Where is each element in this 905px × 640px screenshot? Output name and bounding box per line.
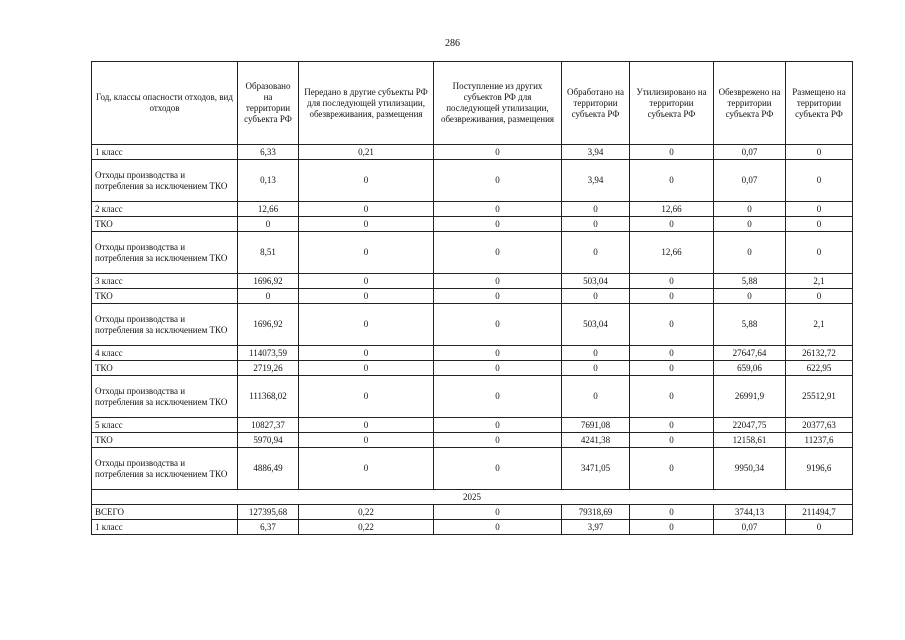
cell-neutralized: 5,88: [714, 274, 786, 289]
cell-generated: 12,66: [238, 202, 299, 217]
row-label: ТКО: [92, 289, 238, 304]
cell-generated: 1696,92: [238, 274, 299, 289]
cell-generated: 0,13: [238, 160, 299, 202]
cell-received: 0: [434, 433, 562, 448]
cell-utilized: 12,66: [630, 232, 714, 274]
row-label: ВСЕГО: [92, 505, 238, 520]
year-label: 2025: [92, 490, 853, 505]
cell-received: 0: [434, 217, 562, 232]
row-label: Отходы производства и потребления за исключением ТКО: [92, 448, 238, 490]
cell-neutralized: 0: [714, 289, 786, 304]
header-category: Год, классы опасности отходов, вид отходов: [92, 62, 238, 145]
cell-processed: 0: [562, 232, 630, 274]
header-processed: Обработано на территории субъекта РФ: [562, 62, 630, 145]
cell-received: 0: [434, 202, 562, 217]
cell-processed: 503,04: [562, 274, 630, 289]
cell-transferred-out: 0: [299, 304, 434, 346]
cell-generated: 0: [238, 289, 299, 304]
cell-processed: 3471,05: [562, 448, 630, 490]
row-label: Отходы производства и потребления за исключением ТКО: [92, 376, 238, 418]
cell-placed: 0: [786, 520, 853, 535]
table-row: [92, 433, 853, 448]
cell-utilized: 0: [630, 274, 714, 289]
table-row: [92, 346, 853, 361]
row-label: 5 класс: [92, 418, 238, 433]
cell-transferred-out: 0: [299, 376, 434, 418]
cell-transferred-out: 0: [299, 448, 434, 490]
cell-processed: 503,04: [562, 304, 630, 346]
cell-neutralized: 22047,75: [714, 418, 786, 433]
cell-utilized: 0: [630, 289, 714, 304]
header-received: Поступление из других субъектов РФ для последующей утилизации, обезвреживания, размещения: [434, 62, 562, 145]
cell-placed: 26132,72: [786, 346, 853, 361]
cell-generated: 8,51: [238, 232, 299, 274]
cell-utilized: 0: [630, 145, 714, 160]
cell-neutralized: 3744,13: [714, 505, 786, 520]
table-row: [92, 160, 853, 202]
cell-received: 0: [434, 145, 562, 160]
cell-neutralized: 12158,61: [714, 433, 786, 448]
cell-received: 0: [434, 289, 562, 304]
cell-placed: 622,95: [786, 361, 853, 376]
cell-generated: 2719,26: [238, 361, 299, 376]
cell-processed: 0: [562, 346, 630, 361]
cell-placed: 0: [786, 160, 853, 202]
cell-transferred-out: 0,22: [299, 520, 434, 535]
table-row: [92, 217, 853, 232]
cell-received: 0: [434, 418, 562, 433]
cell-utilized: 12,66: [630, 202, 714, 217]
cell-received: 0: [434, 520, 562, 535]
cell-processed: 0: [562, 202, 630, 217]
cell-placed: 0: [786, 202, 853, 217]
cell-utilized: 0: [630, 217, 714, 232]
table-row: [92, 520, 853, 535]
table-row: [92, 202, 853, 217]
row-label: Отходы производства и потребления за исключением ТКО: [92, 232, 238, 274]
row-label: Отходы производства и потребления за исключением ТКО: [92, 160, 238, 202]
cell-generated: 111368,02: [238, 376, 299, 418]
cell-utilized: 0: [630, 520, 714, 535]
cell-received: 0: [434, 274, 562, 289]
cell-neutralized: 0: [714, 202, 786, 217]
cell-neutralized: 0,07: [714, 520, 786, 535]
cell-utilized: 0: [630, 418, 714, 433]
cell-placed: 2,1: [786, 274, 853, 289]
row-label: 1 класс: [92, 520, 238, 535]
cell-transferred-out: 0: [299, 289, 434, 304]
cell-neutralized: 9950,34: [714, 448, 786, 490]
cell-neutralized: 659,06: [714, 361, 786, 376]
cell-neutralized: 0,07: [714, 160, 786, 202]
cell-processed: 0: [562, 217, 630, 232]
cell-transferred-out: 0,21: [299, 145, 434, 160]
cell-transferred-out: 0: [299, 202, 434, 217]
header-utilized: Утилизировано на территории субъекта РФ: [630, 62, 714, 145]
cell-transferred-out: 0: [299, 232, 434, 274]
row-label: 1 класс: [92, 145, 238, 160]
cell-processed: 3,97: [562, 520, 630, 535]
cell-utilized: 0: [630, 433, 714, 448]
header-placed: Размещено на территории субъекта РФ: [786, 62, 853, 145]
cell-transferred-out: 0: [299, 160, 434, 202]
cell-utilized: 0: [630, 448, 714, 490]
cell-processed: 79318,69: [562, 505, 630, 520]
row-label: ТКО: [92, 217, 238, 232]
page-number: 286: [445, 38, 460, 49]
cell-placed: 0: [786, 217, 853, 232]
cell-utilized: 0: [630, 505, 714, 520]
cell-generated: 6,37: [238, 520, 299, 535]
table-row: [92, 232, 853, 274]
cell-generated: 1696,92: [238, 304, 299, 346]
row-label: 3 класс: [92, 274, 238, 289]
cell-utilized: 0: [630, 376, 714, 418]
cell-generated: 127395,68: [238, 505, 299, 520]
cell-utilized: 0: [630, 346, 714, 361]
cell-transferred-out: 0: [299, 346, 434, 361]
cell-processed: 0: [562, 289, 630, 304]
cell-placed: 0: [786, 232, 853, 274]
cell-processed: 3,94: [562, 160, 630, 202]
cell-neutralized: 0: [714, 232, 786, 274]
header-neutralized: Обезврежено на территории субъекта РФ: [714, 62, 786, 145]
table-row: [92, 505, 853, 520]
row-label: 4 класс: [92, 346, 238, 361]
row-label: ТКО: [92, 361, 238, 376]
cell-neutralized: 0,07: [714, 145, 786, 160]
cell-placed: 0: [786, 289, 853, 304]
cell-processed: 7691,08: [562, 418, 630, 433]
cell-transferred-out: 0,22: [299, 505, 434, 520]
cell-transferred-out: 0: [299, 274, 434, 289]
row-label: 2 класс: [92, 202, 238, 217]
cell-placed: 211494,7: [786, 505, 853, 520]
cell-processed: 0: [562, 376, 630, 418]
header-transferred-out: Передано в другие субъекты РФ для последующей утилизации, обезвреживания, размещения: [299, 62, 434, 145]
cell-received: 0: [434, 232, 562, 274]
cell-received: 0: [434, 361, 562, 376]
cell-transferred-out: 0: [299, 361, 434, 376]
table-row: [92, 289, 853, 304]
cell-placed: 11237,6: [786, 433, 853, 448]
cell-placed: 2,1: [786, 304, 853, 346]
cell-processed: 3,94: [562, 145, 630, 160]
cell-generated: 114073,59: [238, 346, 299, 361]
cell-utilized: 0: [630, 160, 714, 202]
cell-received: 0: [434, 376, 562, 418]
cell-placed: 0: [786, 145, 853, 160]
cell-neutralized: 5,88: [714, 304, 786, 346]
cell-received: 0: [434, 505, 562, 520]
table-row: [92, 418, 853, 433]
table-row: [92, 376, 853, 418]
cell-received: 0: [434, 346, 562, 361]
table-row: [92, 304, 853, 346]
cell-received: 0: [434, 448, 562, 490]
cell-neutralized: 26991,9: [714, 376, 786, 418]
cell-generated: 6,33: [238, 145, 299, 160]
cell-generated: 0: [238, 217, 299, 232]
waste-table: [91, 61, 853, 535]
cell-transferred-out: 0: [299, 217, 434, 232]
cell-generated: 4886,49: [238, 448, 299, 490]
cell-neutralized: 0: [714, 217, 786, 232]
header-row: [92, 62, 853, 145]
row-label: Отходы производства и потребления за исключением ТКО: [92, 304, 238, 346]
cell-placed: 25512,91: [786, 376, 853, 418]
cell-placed: 9196,6: [786, 448, 853, 490]
cell-transferred-out: 0: [299, 418, 434, 433]
cell-generated: 10827,37: [238, 418, 299, 433]
cell-processed: 0: [562, 361, 630, 376]
cell-utilized: 0: [630, 304, 714, 346]
cell-generated: 5970,94: [238, 433, 299, 448]
cell-utilized: 0: [630, 361, 714, 376]
row-label: ТКО: [92, 433, 238, 448]
table-row: [92, 448, 853, 490]
cell-neutralized: 27647,64: [714, 346, 786, 361]
header-generated: Образовано на территории субъекта РФ: [238, 62, 299, 145]
cell-placed: 20377,63: [786, 418, 853, 433]
table-row: [92, 361, 853, 376]
cell-received: 0: [434, 304, 562, 346]
cell-processed: 4241,38: [562, 433, 630, 448]
table-row: [92, 274, 853, 289]
table-row: [92, 145, 853, 160]
cell-received: 0: [434, 160, 562, 202]
year-row: [92, 490, 853, 505]
cell-transferred-out: 0: [299, 433, 434, 448]
